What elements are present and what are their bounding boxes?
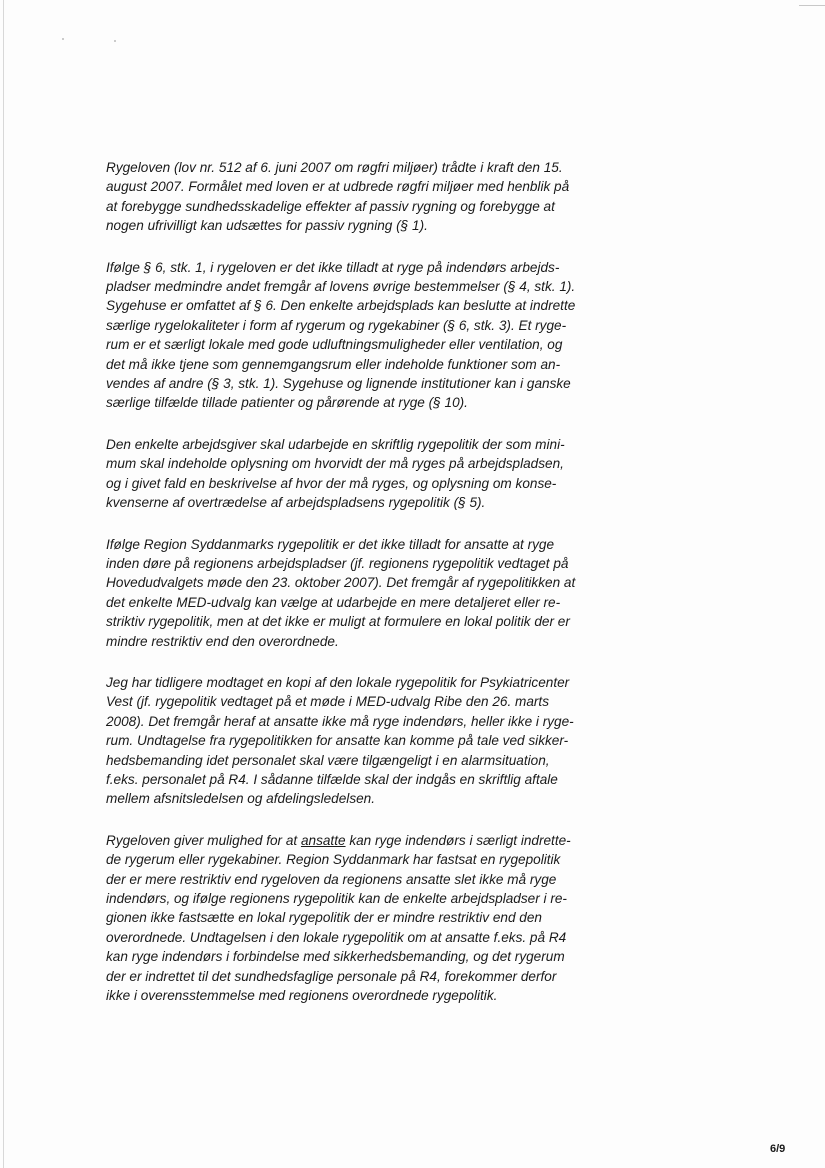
paragraph-3 — [106, 435, 606, 513]
text-line: det må ikke tjene som gennemgangsrum eller indeholde funktioner som an- — [106, 356, 561, 372]
text-line — [106, 831, 606, 850]
scan-corner-line — [799, 5, 825, 6]
text-line: mindre restriktiv end den overordnede. — [106, 633, 339, 649]
text-line: der er indrettet til det sundhedsfaglige personale på R4, forekommer derfor — [106, 968, 557, 984]
text-line: Ifølge § 6, stk. 1, i rygeloven er det ikke tilladt at ryge på indendørs arbejds- — [106, 259, 560, 275]
text-line: nogen ufrivilligt kan udsættes for passiv rygning (§ 1). — [106, 218, 428, 234]
scan-speck — [114, 40, 116, 42]
text-line: Jeg har tidligere modtaget en kopi af den lokale rygepolitik for Psykiatricenter — [106, 674, 570, 690]
text-line: at forebygge sundhedsskadelige effekter af passiv rygning og forebygge at — [106, 198, 555, 214]
text-line: mellem afsnitsledelsen og afdelingsledelsen. — [106, 791, 376, 807]
text-line: f.eks. personalet på R4. I sådanne tilfælde skal der indgås en skriftlig aftale — [106, 771, 558, 787]
paragraph-5 — [106, 673, 606, 809]
text-line: Vest (jf. rygepolitik vedtaget på et møde i MED-udvalg Ribe den 26. marts — [106, 694, 550, 710]
paragraph-4 — [106, 535, 606, 651]
underlined-word: ansatte — [300, 832, 346, 848]
text-line: mum skal indeholde oplysning om hvorvidt der må ryges på arbejdspladsen, — [106, 456, 564, 472]
text-line: de rygerum eller rygekabiner. Region Syddanmark har fastsat en rygepolitik — [106, 852, 561, 868]
scan-speck — [62, 38, 64, 40]
text-line: Rygeloven (lov nr. 512 af 6. juni 2007 om røgfri miljøer) trådte i kraft den 15. — [106, 160, 563, 175]
text-line: Ifølge Region Syddanmarks rygepolitik er det ikke tilladt for ansatte at ryge — [106, 536, 555, 552]
text-line: Den enkelte arbejdsgiver skal udarbejde en skriftlig rygepolitik der som mini- — [106, 436, 565, 452]
text-line: overordnede. Undtagelsen i den lokale rygepolitik om at ansatte f.eks. på R4 — [106, 929, 567, 945]
paragraph-2 — [106, 258, 606, 413]
text-line: rum er et særligt lokale med gode udluftningsmuligheder eller ventilation, og — [106, 337, 563, 353]
text-line: ikke i overensstemmelse med regionens overordnede rygepolitik. — [106, 988, 498, 1004]
text-line: Hovedudvalgets møde den 23. oktober 2007). Det fremgår af rygepolitikken at — [106, 575, 576, 591]
text-line: særlige tilfælde tillade patienter og pårørende at ryge (§ 10). — [106, 395, 468, 411]
text-line: og i givet fald en beskrivelse af hvor der må ryges, og oplysning om konse- — [106, 475, 557, 491]
text-line: kvenserne af overtrædelse af arbejdspladsens rygepolitik (§ 5). — [106, 495, 486, 511]
body-text — [106, 158, 606, 1027]
text-line: indendørs, og ifølge regionens rygepolitik kan de enkelte arbejdspladser i re- — [106, 891, 567, 906]
text-line: Sygehuse er omfattet af § 6. Den enkelte arbejdsplads kan beslutte at indrette — [106, 298, 576, 314]
text-line: pladser medmindre andet fremgår af lovens øvrige bestemmelser (§ 4, stk. 1). — [106, 279, 576, 295]
paragraph-6 — [106, 831, 606, 1006]
text-line: hedsbemanding idet personalet skal være tilgængeligt i en alarmsituation, — [106, 752, 550, 768]
text-line: kan ryge indendørs i forbindelse med sikkerhedsbemanding, og det rygerum — [106, 949, 565, 965]
text-line: inden døre på regionens arbejdspladser (jf. regionens rygepolitik vedtaget på — [106, 555, 569, 571]
text-line: vendes af andre (§ 3, stk. 1). Sygehuse og lignende institutioner kan i ganske — [106, 376, 571, 392]
page-number: 6/9 — [770, 1143, 786, 1155]
text-line: der er mere restriktiv end rygeloven da regionens ansatte slet ikke må ryge — [106, 871, 557, 887]
text-line: særlige rygelokaliteter i form af rygerum og rygekabiner (§ 6, stk. 3). Et ryge- — [106, 317, 567, 333]
text-line: gionen ikke fastsætte en lokal rygepolitik der er mindre restriktiv end den — [106, 910, 542, 926]
text-segment: Rygeloven giver mulighed for at — [106, 832, 301, 848]
text-line: rum. Undtagelse fra rygepolitikken for ansatte kan komme på tale ved sikker- — [106, 733, 569, 749]
scan-edge-line — [3, 0, 4, 1168]
text-line: 2008). Det fremgår heraf at ansatte ikke må ryge indendørs, heller ikke i ryge- — [106, 713, 574, 729]
text-line: august 2007. Formålet med loven er at udbrede røgfri miljøer med henblik på — [106, 179, 570, 195]
paragraph-1 — [106, 158, 606, 236]
text-segment: kan ryge indendørs i særligt indrette- — [345, 832, 571, 848]
text-line: det enkelte MED-udvalg kan vælge at udarbejde en mere detaljeret eller re- — [106, 594, 561, 610]
text-line: striktiv rygepolitik, men at det ikke er muligt at formulere en lokal politik der er — [106, 614, 570, 630]
